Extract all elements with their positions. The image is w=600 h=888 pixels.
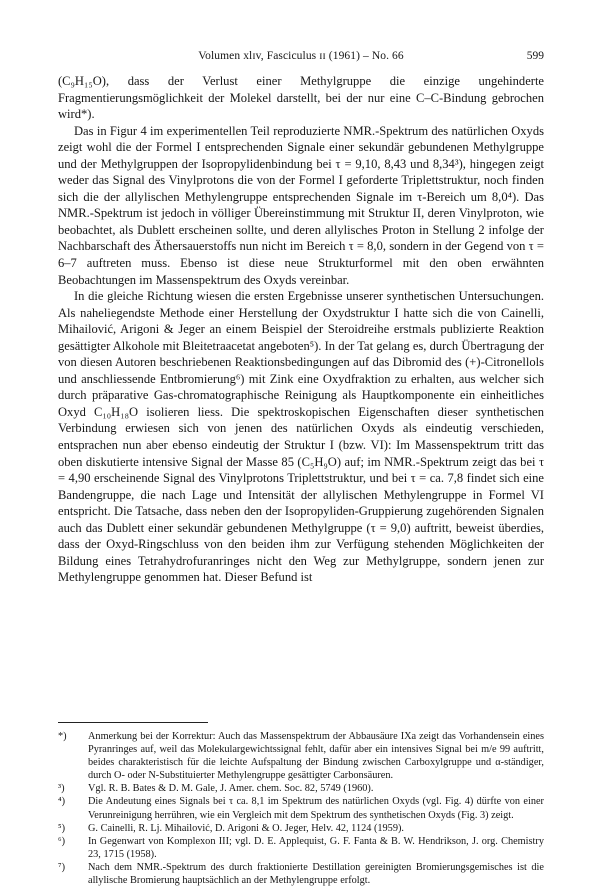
running-head bbox=[58, 50, 544, 66]
paragraph-1: (C₉H₁₅O), dass der Verlust einer Methylgruppe die einzige ungehinderte Fragmentierungsmöglichkeit der Molekel darstellt, bei der nur eine C–C-Bindung gebrochen wird*). bbox=[58, 74, 544, 122]
footnotes bbox=[58, 730, 544, 887]
paragraph-3: In die gleiche Richtung wiesen die ersten Ergebnisse unserer synthetischen Untersuchungen. Als naheliegendste Methode einer Herstellung der Oxydstruktur I hatte sich die von Cainelli, Mihailović, Arigoni & Jeger an einem Beispiel der Steroidreihe erstmals publizierte Reaktion gesättigter Alkohole mit Bleitetraacetat angeboten⁵). In der Tat gelang es, durch Übertragung der von diesen Autoren beschriebenen Reaktionsbedingungen auf das Dibromid des (+)-Citronellols und anschliessende Entbromierung⁶) mit Zink eine Oxydfraktion zu erhalten, aus welcher sich durch präparative Gas-chromatographische Reinigung als Hauptkomponente ein einheitliches Oxyd C₁₀H₁₈O isolieren liess. Die spektroskopischen Eigenschaften dieser synthetischen Verbindung erwiesen sich von jenen des natürlichen Oxyds als eindeutig verschieden, entsprachen nun aber ebenso eindeutig der Struktur I (bzw. VI): Im Massenspektrum tritt das oben diskutierte intensive Signal der Masse 85 (C₅H₉O) auf; im NMR.-Spektrum zeigt das bei τ = 4,90 erscheinende Signal des Vinylprotons Triplettstruktur, und bei τ = ca. 7,8 findet sich eine Bandengruppe, die nach Lage und Intensität der allylischen Methylengruppe in Formel VI entspricht. Die Tatsache, dass neben den der Isopropyliden-Gruppierung zugehörenden Signalen auch das Dublett einer sekundär gebundenen Methylgruppe (τ = 9,0) auftritt, beweist überdies, dass der Oxyd-Ringschluss von den beiden ihm zur Verfügung stehenden Möglichkeiten der Bildung eines Tetrahydrofuranringes nicht den Weg zur Methylgruppe, sondern jenen zur Methylengruppe genommen hat. Dieser Befund ist bbox=[58, 289, 544, 585]
footnote-text: Die Andeutung eines Signals bei τ ca. 8,1 im Spektrum des natürlichen Oxyds (vgl. Fig. 4) dürfte von einer Verunreinigung herrühren, wie ein Vergleich mit dem Spektrum des synthetischen Oxyds (Fig. 3) zeigt. bbox=[88, 796, 544, 821]
footnote-mark: ⁷) bbox=[58, 861, 66, 873]
footnote-mark: ³) bbox=[58, 783, 65, 795]
footnote-star bbox=[58, 730, 544, 782]
footnote-4 bbox=[58, 795, 544, 821]
footnote-5 bbox=[58, 822, 544, 835]
footnote-6 bbox=[58, 835, 544, 861]
footnote-text: Nach dem NMR.-Spektrum des durch fraktionierte Destillation gereinigten Bromierungsgemisches ist die allylische Bromierung hauptsächlich an der Methylengruppe erfolgt. bbox=[88, 861, 544, 887]
footnote-mark: ⁵) bbox=[58, 822, 66, 834]
footnote-3 bbox=[58, 782, 544, 795]
paragraph-2: Das in Figur 4 im experimentellen Teil reproduzierte NMR.-Spektrum des natürlichen Oxyds zeigt wohl die der Formel I entsprechenden Signale einer sekundär gebundenen Methylgruppe und der Methylgruppen der Isopropylidenbindung bei τ = 9,10, 8,43 und 8,34³), hingegen zeigt weder das Signal des Vinylprotons die von der Formel I geforderte Triplettstruktur, noch finden sich die der allylischen Methylengruppe entsprechenden Signale im τ-Bereich um 8,0⁴). Das NMR.-Spektrum ist jedoch in völliger Übereinstimmung mit Struktur II, deren Vinylproton, wie beobachtet, als Dublett erscheinen sollte, und deren allylisches Proton in Stellung 2 infolge der Nachbarschaft des Äthersauerstoffs nun nicht im Bereich τ = 8,0, sondern in der Gegend von τ = 6–7 auftreten muss. Ebenso ist diese neue Strukturformel mit den oben erwähnten Beobachtungen im Massenspektrum des Oxyds vereinbar. bbox=[58, 123, 544, 287]
footnote-separator bbox=[58, 722, 208, 723]
footnote-mark: *) bbox=[58, 731, 67, 742]
main-text bbox=[58, 73, 544, 586]
footnote-text: G. Cainelli, R. Lj. Mihailović, D. Arigoni & O. Jeger, Helv. 42, 1124 (1959). bbox=[88, 822, 404, 834]
footnote-mark: ⁶) bbox=[58, 835, 66, 847]
footnote-text: Anmerkung bei der Korrektur: Auch das Massenspektrum der Abbausäure IXa zeigt das Vorhandensein eines Pyranringes auf, weil das Molekulargewichtssignal fehlt, dafür aber ein intensives Signal bei m/e 99 auftritt, beides charakteristisch für die leichte Aufspaltung der Bindung zwischen Carboxylgruppe und α-ständiger, durch O- oder N-Substituierter Methylengruppe gesättigter Carbonsäuren. bbox=[88, 731, 544, 782]
footnote-text: In Gegenwart von Komplexon III; vgl. D. E. Applequist, G. F. Fanta & B. W. Hendrikson, J. org. Chemistry 23, 1715 (1958). bbox=[88, 835, 544, 860]
footnote-7 bbox=[58, 861, 544, 887]
footnote-text: Vgl. R. B. Bates & D. M. Gale, J. Amer. chem. Soc. 82, 5749 (1960). bbox=[88, 783, 374, 795]
page-number: 599 bbox=[526, 50, 544, 62]
running-title: Volumen xlɪv, Fasciculus ɪɪ (1961) – No. 66 bbox=[198, 50, 404, 62]
footnote-mark: ⁴) bbox=[58, 796, 66, 808]
